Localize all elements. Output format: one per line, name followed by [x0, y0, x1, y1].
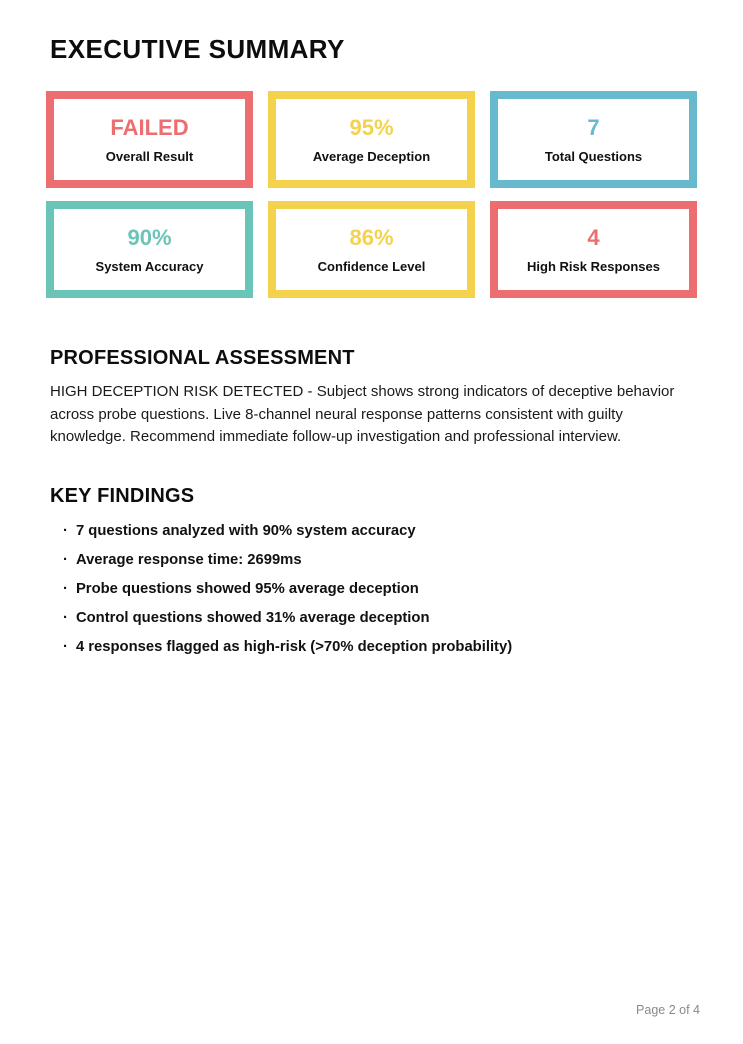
metric-value: 4	[587, 224, 600, 250]
metric-card-high-risk-responses	[490, 201, 697, 298]
bullet-icon: ·	[63, 581, 68, 597]
list-item	[63, 611, 512, 626]
metric-card-total-questions	[490, 91, 697, 188]
metric-label: System Accuracy	[95, 258, 204, 274]
list-item	[63, 524, 512, 539]
metric-value: 90%	[127, 224, 172, 250]
metric-value: 95%	[349, 114, 394, 140]
list-item	[63, 640, 512, 655]
metric-card-overall-result	[46, 91, 253, 188]
assessment-body-text: HIGH DECEPTION RISK DETECTED - Subject shows strong indicators of deceptive behavior across probe questions. Live 8-channel neural response patterns consistent with guilty knowledge. Recommend immediate follow-up investigation and professional interview.	[50, 383, 675, 445]
page-number: Page 2 of 4	[636, 1003, 700, 1017]
bullet-icon: ·	[63, 639, 68, 655]
metric-cards-grid	[46, 91, 697, 298]
metric-label: High Risk Responses	[527, 258, 660, 274]
bullet-icon: ·	[63, 610, 68, 626]
metric-label: Confidence Level	[317, 258, 426, 274]
finding-text: Control questions showed 31% average deception	[75, 610, 430, 626]
metric-card-average-deception	[268, 91, 475, 188]
list-item	[63, 582, 512, 597]
bullet-icon: ·	[63, 552, 68, 568]
bullet-icon: ·	[63, 523, 68, 539]
findings-section-heading: KEY FINDINGS	[50, 485, 195, 507]
metric-label: Average Deception	[312, 148, 431, 164]
metric-value: 7	[587, 114, 600, 140]
list-item	[63, 553, 512, 568]
finding-text: 7 questions analyzed with 90% system accuracy	[75, 523, 416, 539]
finding-text: 4 responses flagged as high-risk (>70% deception probability)	[75, 639, 513, 655]
finding-text: Average response time: 2699ms	[75, 552, 302, 568]
metric-value: 86%	[349, 224, 394, 250]
assessment-section-heading: PROFESSIONAL ASSESSMENT	[50, 347, 355, 369]
metric-label: Total Questions	[544, 148, 643, 164]
findings-list	[63, 524, 512, 669]
metric-label: Overall Result	[105, 148, 194, 164]
finding-text: Probe questions showed 95% average deception	[75, 581, 419, 597]
metric-value: FAILED	[110, 114, 189, 140]
metric-card-system-accuracy	[46, 201, 253, 298]
metric-card-confidence-level	[268, 201, 475, 298]
page-title: EXECUTIVE SUMMARY	[50, 34, 345, 65]
